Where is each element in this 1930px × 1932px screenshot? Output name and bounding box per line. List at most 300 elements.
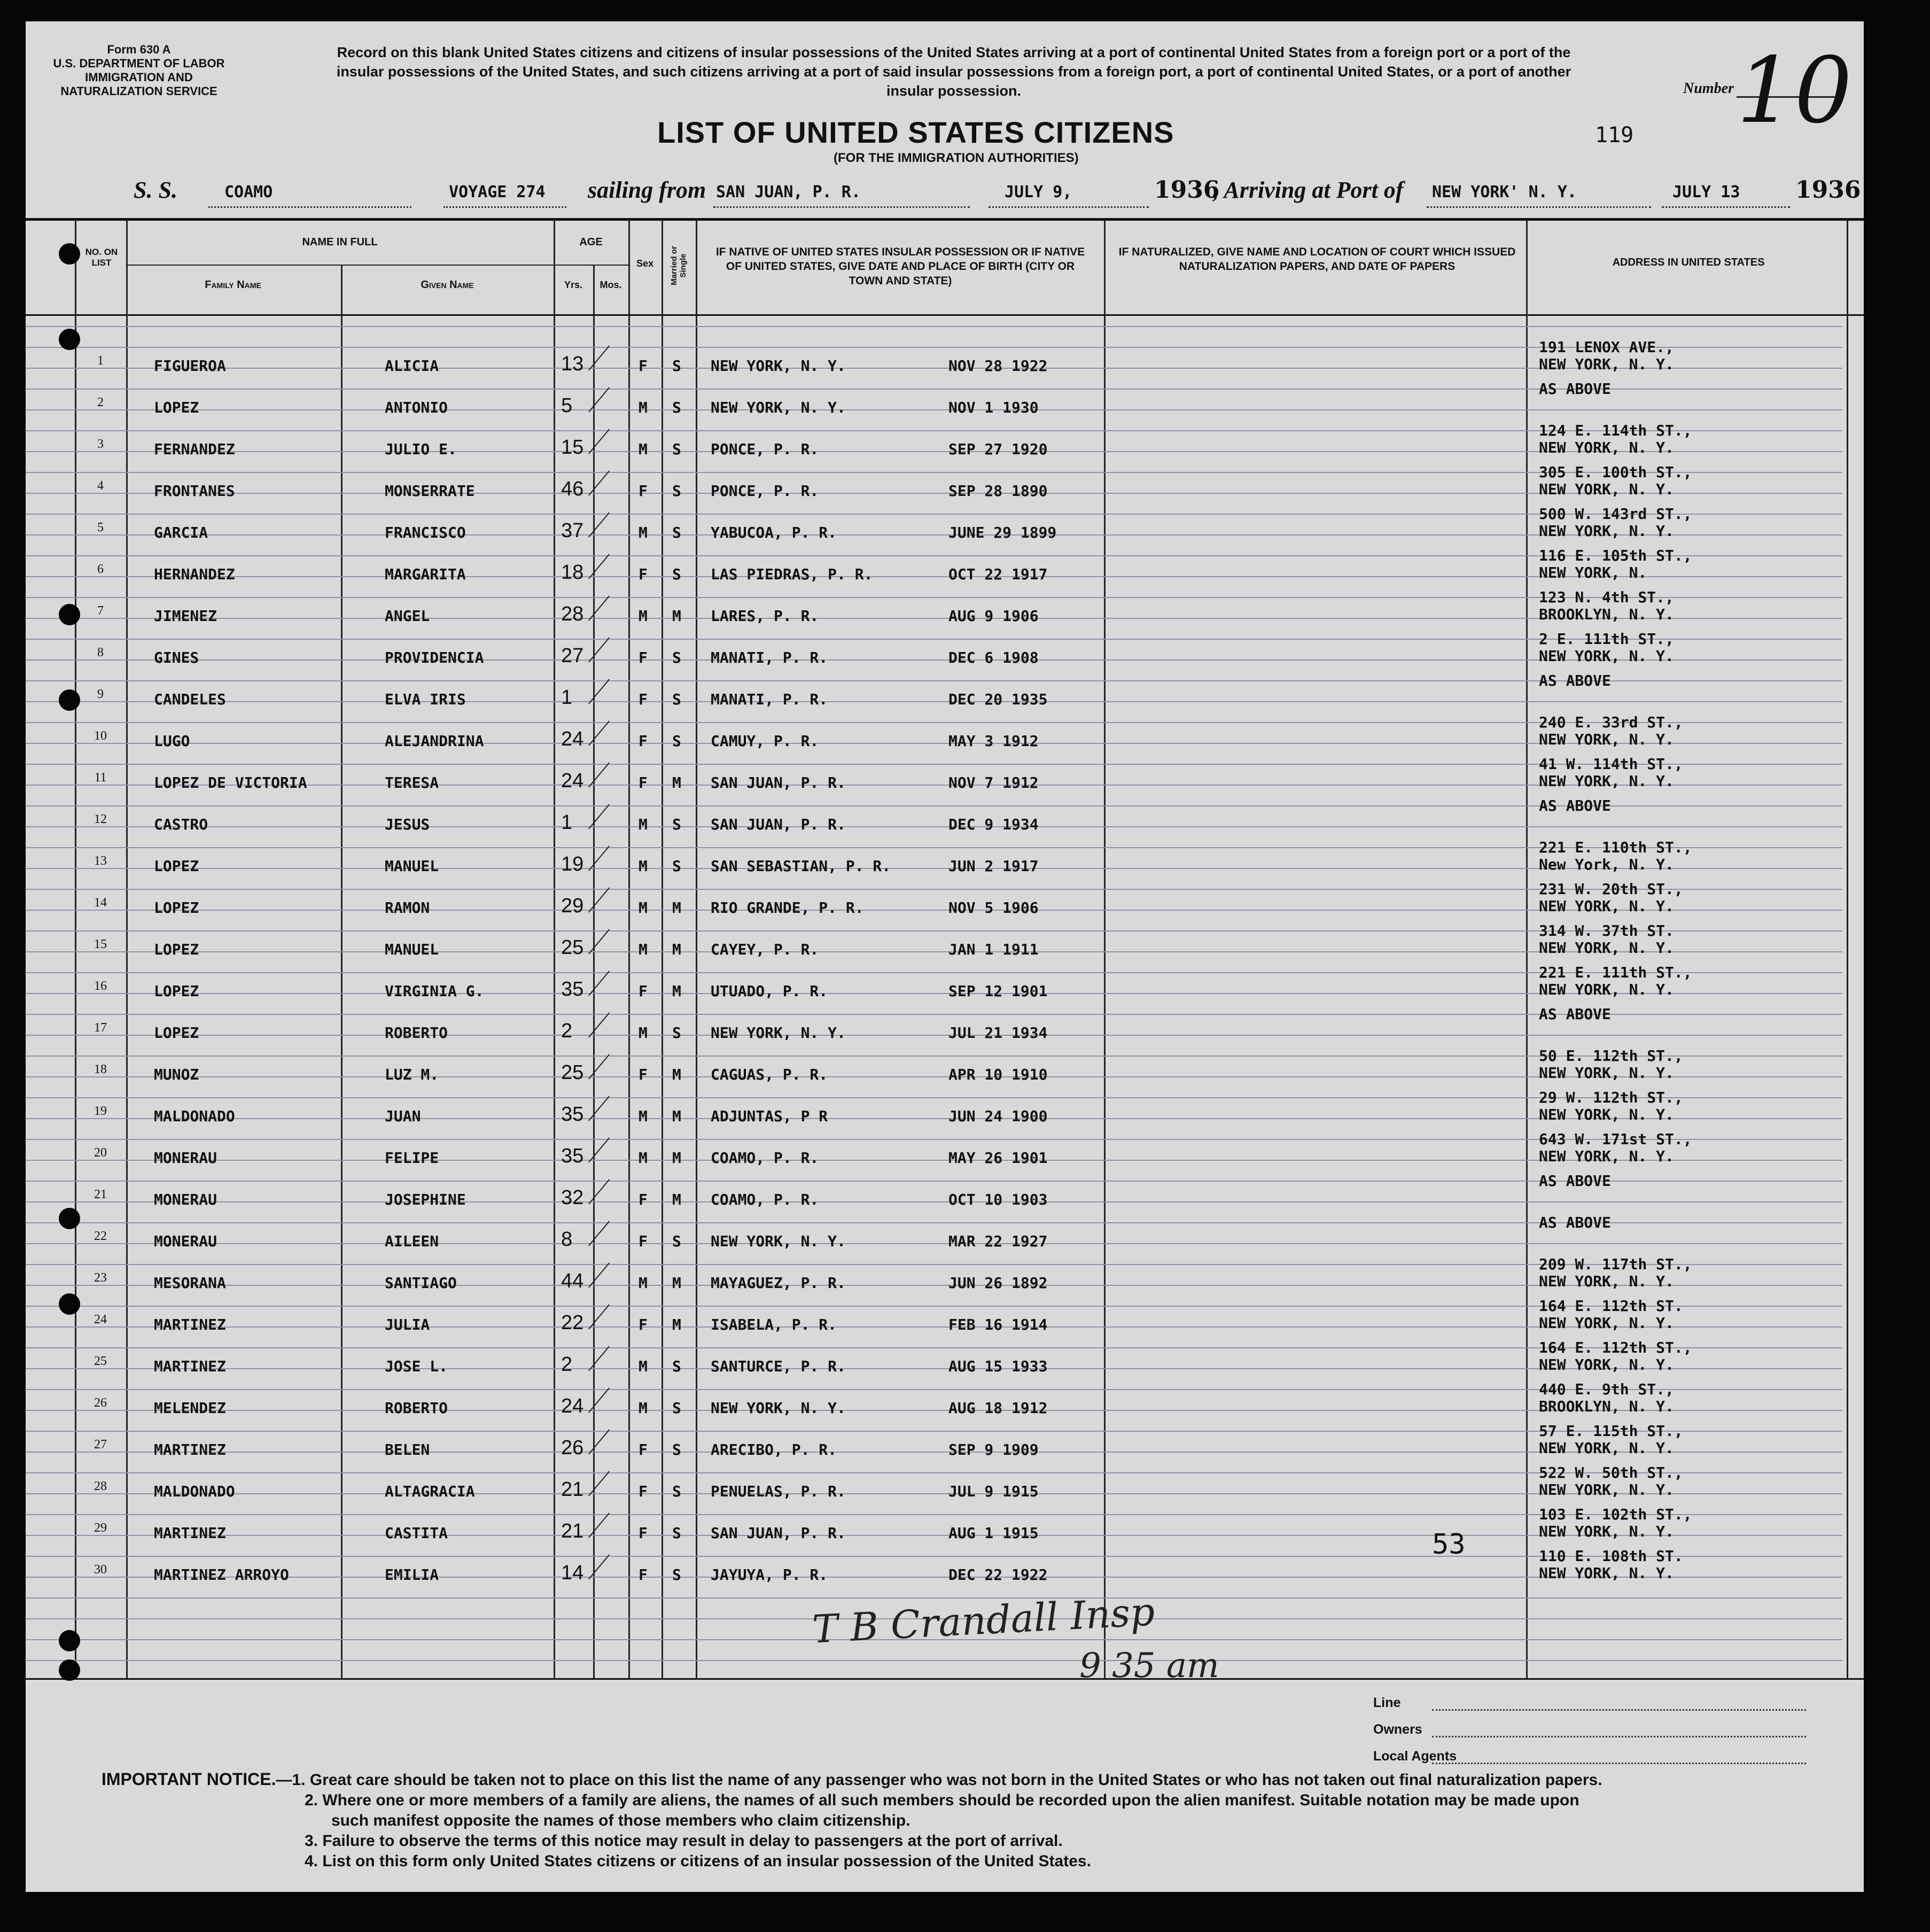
- given-name: FELIPE: [385, 1149, 439, 1167]
- birth-place: NEW YORK, N. Y.: [711, 399, 846, 416]
- col-rule-married: [662, 219, 663, 1678]
- col-rule-naturalized: [1104, 219, 1106, 1678]
- marital-status: S: [672, 399, 681, 416]
- sex: F: [639, 1483, 648, 1500]
- birth-date: MAR 22 1927: [948, 1232, 1048, 1250]
- birth-place: LARES, P. R.: [711, 607, 819, 625]
- marital-status: S: [672, 732, 681, 750]
- age-years: 28: [561, 603, 584, 625]
- row-number: 29: [94, 1521, 107, 1535]
- address-line-2: NEW YORK, N. Y.: [1539, 1356, 1674, 1374]
- given-name: ANGEL: [385, 607, 430, 625]
- address-line-1: 2 E. 111th ST.,: [1539, 630, 1674, 648]
- given-name: MANUEL: [385, 857, 439, 875]
- age-years: 2: [561, 1353, 573, 1376]
- age-years: 1: [561, 811, 573, 834]
- row-number: 25: [94, 1354, 107, 1368]
- age-subheader-rule: [554, 265, 628, 266]
- birth-date: JUN 2 1917: [948, 857, 1039, 875]
- address-line-1: AS ABOVE: [1539, 797, 1611, 814]
- birth-date: SEP 28 1890: [948, 482, 1048, 500]
- given-name: ALEJANDRINA: [385, 732, 484, 750]
- row-number: 5: [97, 521, 104, 534]
- given-name: JESUS: [385, 816, 430, 833]
- notice-item-2a: 2. Where one or more members of a family are aliens, the names of all such members should be recorded upon the alien manifest. Suitable notation may be made upon: [305, 1791, 1579, 1809]
- marital-status: M: [672, 1191, 681, 1208]
- age-years: 46: [561, 478, 584, 500]
- col-rule-right: [1847, 219, 1848, 1678]
- row-number: 23: [94, 1271, 107, 1285]
- family-name: MELENDEZ: [154, 1399, 226, 1417]
- family-name: MALDONADO: [154, 1483, 235, 1500]
- marital-status: S: [672, 1357, 681, 1375]
- col-rule-sex: [628, 219, 630, 1678]
- notice-item-1: —1. Great care should be taken not to place on this list the name of any passenger who was not born in the United States or who has not taken out final naturalization papers.: [276, 1771, 1602, 1789]
- stamp-number: 119: [1595, 123, 1634, 148]
- local-agents-field: [1432, 1763, 1806, 1764]
- marital-status: S: [672, 482, 681, 500]
- age-years: 22: [561, 1312, 584, 1334]
- row-number: 28: [94, 1479, 107, 1493]
- inspection-time: 9 35 am: [1079, 1646, 1219, 1686]
- family-name: HERNANDEZ: [154, 565, 235, 583]
- address-line-2: NEW YORK, N. Y.: [1539, 522, 1674, 540]
- notice-item-4: 4. List on this form only United States citizens or citizens of an insular possession of the United States.: [305, 1852, 1091, 1870]
- family-name: MARTINEZ: [154, 1357, 226, 1375]
- punch-hole: [59, 1630, 80, 1651]
- sailing-label: sailing from: [588, 177, 706, 203]
- sail-date-line: [989, 206, 1149, 208]
- marital-status: S: [672, 649, 681, 666]
- record-instructions: Record on this blank United States citizens and citizens of insular possessions of the United States arriving at a port of continental United States from a foreign port or a port of the insular possessions of the United States, and such citizens arriving at a port of said insular possessions from a foreign port, a port of continental United States, or a port of another insular possession.: [336, 44, 1571, 99]
- ss-label: S. S.: [134, 177, 177, 203]
- marital-status: S: [672, 565, 681, 583]
- address-line-1: 500 W. 143rd ST.,: [1539, 505, 1692, 523]
- family-name: LOPEZ: [154, 899, 199, 917]
- address-line-2: NEW YORK, N. Y.: [1539, 1439, 1674, 1457]
- row-number: 18: [94, 1062, 107, 1076]
- family-name: LOPEZ: [154, 982, 199, 1000]
- row-number: 2: [97, 395, 104, 409]
- family-name: FERNANDEZ: [154, 440, 235, 458]
- address-line-2: NEW YORK, N. Y.: [1539, 355, 1674, 373]
- age-years: 24: [561, 1395, 584, 1417]
- row-number: 24: [94, 1313, 107, 1326]
- given-name: CASTITA: [385, 1524, 448, 1542]
- ruled-line: [26, 1243, 1842, 1244]
- given-name: ROBERTO: [385, 1399, 448, 1417]
- birth-place: ADJUNTAS, P R: [711, 1107, 828, 1125]
- address-line-1: 643 W. 171st ST.,: [1539, 1130, 1692, 1148]
- sex: M: [639, 524, 648, 541]
- birth-place: MAYAGUEZ, P. R.: [711, 1274, 846, 1292]
- from-port: SAN JUAN, P. R.: [716, 183, 861, 201]
- given-name: EMILIA: [385, 1566, 439, 1584]
- address-line-1: 110 E. 108th ST.: [1539, 1547, 1683, 1565]
- birth-date: AUG 18 1912: [948, 1399, 1048, 1417]
- birth-date: OCT 22 1917: [948, 565, 1048, 583]
- address-line-2: NEW YORK, N.: [1539, 564, 1647, 581]
- birth-place: CAGUAS, P. R.: [711, 1066, 828, 1083]
- family-name: LOPEZ: [154, 857, 199, 875]
- marital-status: S: [672, 857, 681, 875]
- family-name: MALDONADO: [154, 1107, 235, 1125]
- important-notice: [102, 1769, 1827, 1872]
- birth-place: LAS PIEDRAS, P. R.: [711, 565, 873, 583]
- birth-place: PONCE, P. R.: [711, 440, 819, 458]
- row-number: 11: [94, 771, 107, 785]
- notice-title: IMPORTANT NOTICE.: [102, 1770, 276, 1789]
- row-number: 6: [97, 562, 104, 576]
- address-line-1: AS ABOVE: [1539, 1005, 1611, 1023]
- address-line-1: 522 W. 50th ST.,: [1539, 1464, 1683, 1481]
- family-name: FIGUEROA: [154, 357, 226, 375]
- to-port: NEW YORK' N. Y.: [1432, 183, 1577, 201]
- family-name: JIMENEZ: [154, 607, 217, 625]
- marital-status: M: [672, 774, 681, 792]
- address-line-1: 124 E. 114th ST.,: [1539, 422, 1692, 439]
- birth-place: SAN JUAN, P. R.: [711, 774, 846, 792]
- given-name: ANTONIO: [385, 399, 448, 416]
- row-number: 26: [94, 1396, 107, 1410]
- birth-place: NEW YORK, N. Y.: [711, 357, 846, 375]
- age-years: 26: [561, 1437, 584, 1459]
- ruled-line: [26, 1597, 1842, 1599]
- address-line-2: NEW YORK, N. Y.: [1539, 1147, 1674, 1165]
- birth-date: APR 10 1910: [948, 1066, 1048, 1083]
- sex: F: [639, 482, 648, 500]
- sex: M: [639, 607, 648, 625]
- sail-date: JULY 9,: [1005, 183, 1072, 201]
- marital-status: S: [672, 1024, 681, 1042]
- header-bottom-rule: [26, 314, 1864, 316]
- ruled-line: [26, 1660, 1842, 1661]
- birth-place: ARECIBO, P. R.: [711, 1441, 837, 1458]
- header-birth: IF NATIVE OF UNITED STATES INSULAR POSSESSION OR IF NATIVE OF UNITED STATES, GIVE DATE AND PLACE OF BIRTH (CITY OR TOWN AND STATE): [715, 246, 1085, 287]
- sex: M: [639, 941, 648, 958]
- ruled-line: [26, 409, 1842, 410]
- birth-date: JUL 21 1934: [948, 1024, 1048, 1042]
- address-line-1: 123 N. 4th ST.,: [1539, 588, 1674, 606]
- address-line-2: NEW YORK, N. Y.: [1539, 939, 1674, 957]
- address-line-2: NEW YORK, N. Y.: [1539, 647, 1674, 665]
- punch-hole: [59, 689, 80, 711]
- given-name: MONSERRATE: [385, 482, 475, 500]
- sex: M: [639, 857, 648, 875]
- owners-label: Owners: [1373, 1722, 1422, 1737]
- age-years: 37: [561, 519, 584, 542]
- sex: M: [639, 1399, 648, 1417]
- page-title: LIST OF UNITED STATES CITIZENS: [657, 115, 1174, 149]
- family-name: MARTINEZ: [154, 1441, 226, 1458]
- marital-status: M: [672, 1274, 681, 1292]
- address-line-2: NEW YORK, N. Y.: [1539, 439, 1674, 456]
- sex: F: [639, 1066, 648, 1083]
- age-years: 18: [561, 561, 584, 584]
- sex: M: [639, 1149, 648, 1167]
- given-name: MANUEL: [385, 941, 439, 958]
- address-line-2: NEW YORK, N. Y.: [1539, 1106, 1674, 1123]
- row-number: 7: [97, 604, 104, 618]
- address-line-1: 440 E. 9th ST.,: [1539, 1380, 1674, 1398]
- address-line-2: NEW YORK, N. Y.: [1539, 1523, 1674, 1540]
- col-rule-given: [341, 265, 343, 1678]
- birth-place: COAMO, P. R.: [711, 1149, 819, 1167]
- list-number: 10: [1737, 38, 1853, 144]
- age-years: 35: [561, 978, 584, 1000]
- col-rule-birth: [696, 219, 697, 1678]
- row-number: 13: [94, 854, 107, 868]
- address-line-1: AS ABOVE: [1539, 672, 1611, 689]
- age-years: 44: [561, 1270, 584, 1292]
- marital-status: S: [672, 1441, 681, 1458]
- birth-place: SAN JUAN, P. R.: [711, 1524, 846, 1542]
- ship-name: COAMO: [224, 183, 273, 201]
- form-identifier: [37, 43, 240, 98]
- sex: F: [639, 1441, 648, 1458]
- row-number: 17: [94, 1021, 107, 1035]
- row-number: 14: [94, 896, 107, 910]
- punch-hole: [59, 1659, 80, 1681]
- birth-date: OCT 10 1903: [948, 1191, 1048, 1208]
- sex: M: [639, 1107, 648, 1125]
- family-name: CANDELES: [154, 690, 226, 708]
- service-name-line1: IMMIGRATION AND: [85, 71, 193, 84]
- row-number: 16: [94, 979, 107, 993]
- row-number: 22: [94, 1229, 107, 1243]
- given-name: JULIO E.: [385, 440, 457, 458]
- sex: F: [639, 1524, 648, 1542]
- ruled-line: [26, 326, 1842, 327]
- given-name: ELVA IRIS: [385, 690, 466, 708]
- birth-date: NOV 7 1912: [948, 774, 1039, 792]
- ruled-line: [26, 1035, 1842, 1036]
- given-name: BELEN: [385, 1441, 430, 1458]
- local-agents-label: Local Agents: [1373, 1749, 1457, 1764]
- marital-status: S: [672, 1566, 681, 1584]
- birth-date: AUG 15 1933: [948, 1357, 1048, 1375]
- age-years: 19: [561, 853, 584, 875]
- punch-hole: [59, 329, 80, 350]
- arrive-date-line: [1662, 206, 1790, 208]
- address-line-1: 209 W. 117th ST.,: [1539, 1255, 1692, 1273]
- col-rule-address: [1526, 219, 1528, 1678]
- age-years: 8: [561, 1228, 573, 1251]
- marital-status: M: [672, 1316, 681, 1333]
- row-number: 9: [97, 687, 104, 701]
- marital-status: M: [672, 1066, 681, 1083]
- row-number: 27: [94, 1438, 107, 1452]
- address-line-2: NEW YORK, N. Y.: [1539, 480, 1674, 498]
- header-naturalized: IF NATURALIZED, GIVE NAME AND LOCATION OF COURT WHICH ISSUED NATURALIZATION PAPERS, AND DATE OF PAPERS: [1118, 246, 1516, 273]
- sex: F: [639, 774, 648, 792]
- age-years: 24: [561, 770, 584, 792]
- punch-hole: [59, 243, 80, 265]
- family-name: FRONTANES: [154, 482, 235, 500]
- sex: F: [639, 565, 648, 583]
- marital-status: M: [672, 607, 681, 625]
- birth-place: COAMO, P. R.: [711, 1191, 819, 1208]
- given-name: PROVIDENCIA: [385, 649, 484, 666]
- birth-date: MAY 3 1912: [948, 732, 1039, 750]
- birth-place: SAN JUAN, P. R.: [711, 816, 846, 833]
- birth-date: AUG 1 1915: [948, 1524, 1039, 1542]
- row-number: 8: [97, 646, 104, 659]
- address-line-1: 305 E. 100th ST.,: [1539, 463, 1692, 481]
- header-age: AGE: [579, 236, 603, 248]
- notice-item-3: 3. Failure to observe the terms of this notice may result in delay to passengers at the port of arrival.: [305, 1832, 1063, 1850]
- row-number: 19: [94, 1104, 107, 1118]
- age-years: 35: [561, 1103, 584, 1126]
- row-number: 3: [97, 437, 104, 451]
- age-years: 21: [561, 1520, 584, 1542]
- given-name: ALTAGRACIA: [385, 1483, 475, 1500]
- birth-date: SEP 9 1909: [948, 1441, 1039, 1458]
- birth-date: JUNE 29 1899: [948, 524, 1057, 541]
- given-name: RAMON: [385, 899, 430, 917]
- ruled-line: [26, 701, 1842, 702]
- family-name: LOPEZ: [154, 1024, 199, 1042]
- address-line-1: 240 E. 33rd ST.,: [1539, 713, 1683, 731]
- sex: F: [639, 1316, 648, 1333]
- family-name: MESORANA: [154, 1274, 226, 1292]
- row-number: 20: [94, 1146, 107, 1160]
- header-given-name: Given Name: [421, 279, 474, 291]
- address-line-1: AS ABOVE: [1539, 1214, 1611, 1231]
- inspector-signature: T B Crandall Insp: [811, 1589, 1156, 1652]
- marital-status: M: [672, 1107, 681, 1125]
- birth-date: NOV 1 1930: [948, 399, 1039, 416]
- family-name: GARCIA: [154, 524, 208, 541]
- address-line-2: NEW YORK, N. Y.: [1539, 731, 1674, 748]
- family-name: MONERAU: [154, 1232, 217, 1250]
- age-years: 25: [561, 936, 584, 959]
- header-no: NO. ON LIST: [85, 247, 118, 268]
- sex: F: [639, 982, 648, 1000]
- family-name: MARTINEZ: [154, 1316, 226, 1333]
- address-line-1: 41 W. 114th ST.,: [1539, 755, 1683, 773]
- given-name: JOSE L.: [385, 1357, 448, 1375]
- marital-status: M: [672, 982, 681, 1000]
- ship-line: [208, 206, 411, 208]
- birth-date: JUN 24 1900: [948, 1107, 1048, 1125]
- arrive-year: 1936: [1795, 176, 1861, 204]
- col-rule-age: [554, 219, 555, 1678]
- age-years: 27: [561, 645, 584, 667]
- sex: M: [639, 1024, 648, 1042]
- marital-status: S: [672, 440, 681, 458]
- age-years: 13: [561, 353, 584, 375]
- given-name: AILEEN: [385, 1232, 439, 1250]
- family-name: MARTINEZ: [154, 1524, 226, 1542]
- family-name: CASTRO: [154, 816, 208, 833]
- age-years: 14: [561, 1562, 584, 1584]
- age-years: 15: [561, 436, 584, 459]
- age-years: 32: [561, 1186, 584, 1209]
- marital-status: S: [672, 1524, 681, 1542]
- birth-place: NEW YORK, N. Y.: [711, 1399, 846, 1417]
- address-line-2: NEW YORK, N. Y.: [1539, 1481, 1674, 1499]
- address-line-1: 221 E. 111th ST.,: [1539, 964, 1692, 981]
- age-years: 5: [561, 394, 573, 417]
- col-rule-mos: [593, 265, 595, 1678]
- birth-place: RIO GRANDE, P. R.: [711, 899, 864, 917]
- birth-place: CAMUY, P. R.: [711, 732, 819, 750]
- age-years: 21: [561, 1478, 584, 1501]
- birth-place: SAN SEBASTIAN, P. R.: [711, 857, 891, 875]
- birth-date: JAN 1 1911: [948, 941, 1039, 958]
- address-line-2: NEW YORK, N. Y.: [1539, 1064, 1674, 1082]
- header-yrs: Yrs.: [564, 280, 583, 290]
- arrive-date: JULY 13: [1672, 183, 1740, 201]
- address-line-1: 164 E. 112th ST.: [1539, 1297, 1683, 1315]
- marital-status: S: [672, 816, 681, 833]
- birth-date: DEC 9 1934: [948, 816, 1039, 833]
- address-line-2: NEW YORK, N. Y.: [1539, 897, 1674, 915]
- voyage-line: [443, 206, 566, 208]
- address-line-1: 57 E. 115th ST.,: [1539, 1422, 1683, 1440]
- given-name: ALICIA: [385, 357, 439, 375]
- row-number: 1: [97, 354, 104, 368]
- given-name: FRANCISCO: [385, 524, 466, 541]
- address-line-1: 231 W. 20th ST.,: [1539, 880, 1683, 898]
- birth-place: ISABELA, P. R.: [711, 1316, 837, 1333]
- address-line-1: 50 E. 112th ST.,: [1539, 1047, 1683, 1065]
- birth-date: AUG 9 1906: [948, 607, 1039, 625]
- header-address: ADDRESS IN UNITED STATES: [1612, 257, 1765, 268]
- marital-status: M: [672, 941, 681, 958]
- marital-status: M: [672, 899, 681, 917]
- arriving-label: , Arriving at Port of: [1213, 177, 1404, 203]
- header-mos: Mos.: [600, 280, 622, 290]
- family-name: MUNOZ: [154, 1066, 199, 1083]
- sex: F: [639, 1191, 648, 1208]
- family-name: LOPEZ: [154, 941, 199, 958]
- age-years: 2: [561, 1020, 573, 1042]
- marital-status: S: [672, 690, 681, 708]
- voyage-number: VOYAGE 274: [449, 183, 546, 201]
- address-line-1: 103 E. 102th ST.,: [1539, 1506, 1692, 1523]
- sex: F: [639, 1566, 648, 1584]
- family-name: LOPEZ: [154, 399, 199, 416]
- form-number: Form 630 A: [107, 43, 171, 56]
- sex: M: [639, 1274, 648, 1292]
- row-number: 10: [94, 729, 107, 743]
- to-port-line: [1427, 206, 1651, 208]
- address-line-1: 164 E. 112th ST.,: [1539, 1339, 1692, 1356]
- sex: M: [639, 1357, 648, 1375]
- department-name: U.S. DEPARTMENT OF LABOR: [53, 57, 225, 70]
- address-line-2: NEW YORK, N. Y.: [1539, 1564, 1674, 1582]
- line-field: [1432, 1709, 1806, 1711]
- header-name-in-full: NAME IN FULL: [302, 236, 378, 248]
- page-subtitle: (FOR THE IMMIGRATION AUTHORITIES): [834, 151, 1079, 165]
- col-rule-no: [75, 219, 76, 1678]
- marital-status: S: [672, 1483, 681, 1500]
- address-line-2: NEW YORK, N. Y.: [1539, 1273, 1674, 1290]
- table-bottom-rule: [26, 1678, 1864, 1680]
- row-number: 15: [94, 937, 107, 951]
- marital-status: S: [672, 1232, 681, 1250]
- address-line-1: 29 W. 112th ST.,: [1539, 1089, 1683, 1106]
- birth-date: MAY 26 1901: [948, 1149, 1048, 1167]
- birth-date: JUN 26 1892: [948, 1274, 1048, 1292]
- sex: M: [639, 440, 648, 458]
- given-name: LUZ M.: [385, 1066, 439, 1083]
- birth-place: SANTURCE, P. R.: [711, 1357, 846, 1375]
- owners-field: [1432, 1736, 1806, 1737]
- row-number: 12: [94, 812, 107, 826]
